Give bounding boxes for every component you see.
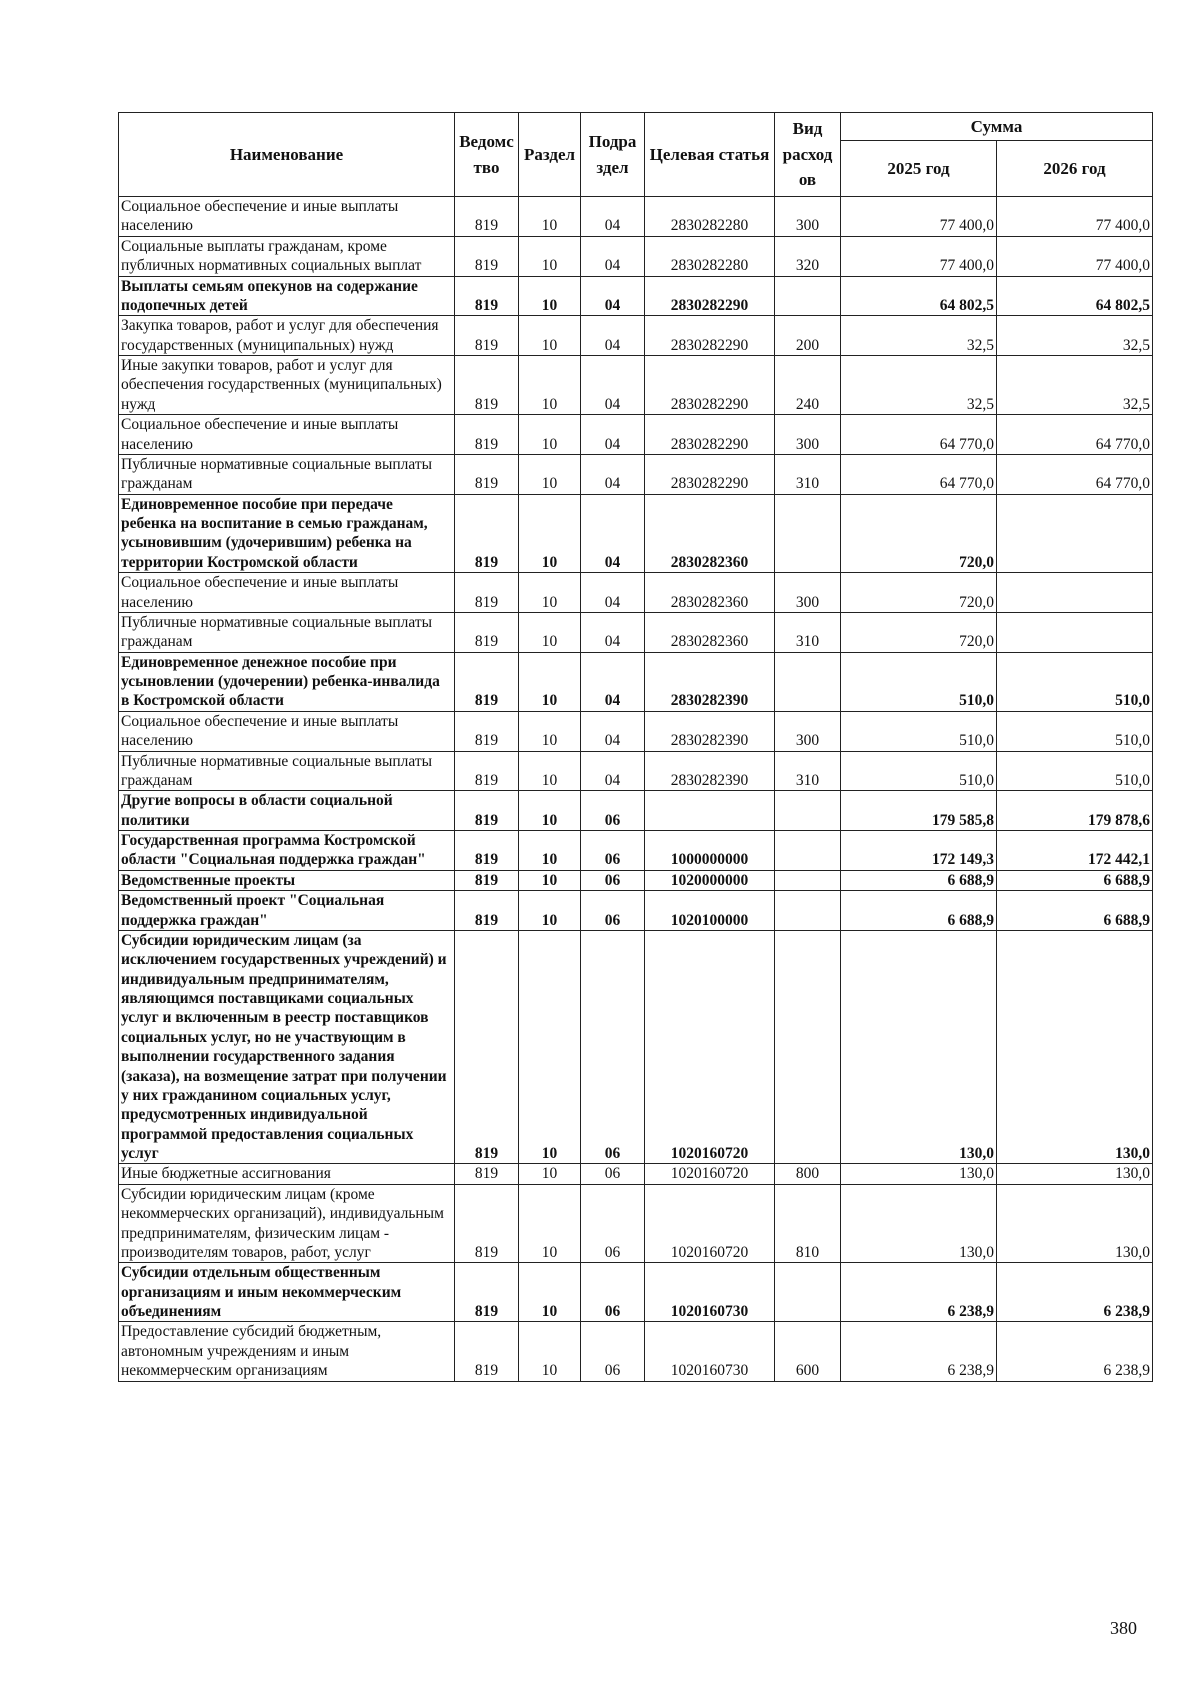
row-sum-2026: 6 238,9 [997,1263,1153,1322]
row-name: Ведомственный проект "Социальная поддержка граждан" [119,891,455,931]
row-subsection: 04 [581,356,645,415]
row-dept: 819 [455,652,519,711]
row-subsection: 04 [581,316,645,356]
row-subsection: 04 [581,494,645,573]
row-dept: 819 [455,1322,519,1381]
row-expense-type: 310 [775,454,841,494]
row-target: 2830282290 [645,415,775,455]
row-subsection: 04 [581,652,645,711]
row-subsection: 04 [581,415,645,455]
row-section: 10 [519,891,581,931]
row-sum-2026 [997,573,1153,613]
row-sum-2026: 130,0 [997,1164,1153,1184]
row-target: 1020160720 [645,930,775,1164]
row-name: Публичные нормативные социальные выплаты гражданам [119,454,455,494]
row-expense-type: 600 [775,1322,841,1381]
table-row [119,356,1153,415]
row-expense-type: 240 [775,356,841,415]
row-sum-2025: 510,0 [841,652,997,711]
row-dept: 819 [455,1263,519,1322]
row-sum-2025: 720,0 [841,573,997,613]
row-dept: 819 [455,356,519,415]
row-subsection: 04 [581,197,645,237]
row-section: 10 [519,652,581,711]
row-name: Публичные нормативные социальные выплаты гражданам [119,751,455,791]
table-row [119,711,1153,751]
row-expense-type: 800 [775,1164,841,1184]
budget-sheet [118,112,1152,1382]
row-target [645,791,775,831]
row-section: 10 [519,276,581,316]
row-sum-2026: 510,0 [997,751,1153,791]
row-sum-2025: 130,0 [841,1184,997,1263]
table-row [119,454,1153,494]
row-dept: 819 [455,415,519,455]
row-sum-2025: 720,0 [841,612,997,652]
header-sum: Сумма [841,113,1153,141]
table-row [119,791,1153,831]
row-expense-type: 310 [775,751,841,791]
row-dept: 819 [455,573,519,613]
table-row [119,891,1153,931]
row-sum-2026: 172 442,1 [997,831,1153,871]
row-sum-2025: 6 238,9 [841,1322,997,1381]
row-section: 10 [519,356,581,415]
row-dept: 819 [455,891,519,931]
row-dept: 819 [455,612,519,652]
row-name: Иные бюджетные ассигнования [119,1164,455,1184]
row-target: 1020160720 [645,1184,775,1263]
row-expense-type [775,891,841,931]
row-sum-2026: 510,0 [997,711,1153,751]
row-sum-2026 [997,494,1153,573]
row-name: Выплаты семьям опекунов на содержание подопечных детей [119,276,455,316]
row-dept: 819 [455,711,519,751]
row-subsection: 06 [581,791,645,831]
table-row [119,1184,1153,1263]
row-sum-2026: 510,0 [997,652,1153,711]
header-section: Раздел [519,113,581,197]
row-sum-2026: 6 688,9 [997,870,1153,890]
row-name: Государственная программа Костромской области "Социальная поддержка граждан" [119,831,455,871]
row-name: Предоставление субсидий бюджетным, автономным учреждениям и иным некоммерческим организациям [119,1322,455,1381]
row-sum-2026: 64 802,5 [997,276,1153,316]
row-sum-2025: 6 688,9 [841,870,997,890]
row-section: 10 [519,415,581,455]
row-sum-2025: 130,0 [841,1164,997,1184]
row-section: 10 [519,612,581,652]
row-subsection: 04 [581,711,645,751]
row-sum-2025: 172 149,3 [841,831,997,871]
row-name: Иные закупки товаров, работ и услуг для обеспечения государственных (муниципальных) нужд [119,356,455,415]
row-target: 2830282360 [645,494,775,573]
table-row [119,1164,1153,1184]
table-row [119,831,1153,871]
row-sum-2025: 6 688,9 [841,891,997,931]
table-row [119,276,1153,316]
table-row [119,316,1153,356]
row-section: 10 [519,930,581,1164]
row-name: Единовременное денежное пособие при усыновлении (удочерении) ребенка-инвалида в Костромской области [119,652,455,711]
row-dept: 819 [455,1164,519,1184]
row-subsection: 04 [581,454,645,494]
table-row [119,751,1153,791]
row-subsection: 06 [581,831,645,871]
row-sum-2025: 64 770,0 [841,415,997,455]
table-row [119,870,1153,890]
row-name: Ведомственные проекты [119,870,455,890]
table-row [119,1322,1153,1381]
row-sum-2025: 179 585,8 [841,791,997,831]
row-dept: 819 [455,276,519,316]
row-expense-type: 810 [775,1184,841,1263]
row-name: Социальные выплаты гражданам, кроме публичных нормативных социальных выплат [119,236,455,276]
row-expense-type [775,930,841,1164]
row-sum-2025: 6 238,9 [841,1263,997,1322]
row-expense-type [775,791,841,831]
row-dept: 819 [455,197,519,237]
row-sum-2025: 77 400,0 [841,236,997,276]
row-target: 2830282360 [645,612,775,652]
row-subsection: 06 [581,1322,645,1381]
row-expense-type: 300 [775,711,841,751]
row-subsection: 04 [581,612,645,652]
row-target: 2830282290 [645,356,775,415]
row-subsection: 04 [581,573,645,613]
row-section: 10 [519,316,581,356]
table-row [119,197,1153,237]
row-sum-2025: 130,0 [841,930,997,1164]
row-sum-2025: 32,5 [841,316,997,356]
row-sum-2026: 32,5 [997,316,1153,356]
row-section: 10 [519,831,581,871]
row-target: 2830282290 [645,454,775,494]
row-section: 10 [519,711,581,751]
row-expense-type: 300 [775,197,841,237]
header-expense-type: Вид расход ов [775,113,841,197]
row-subsection: 06 [581,870,645,890]
row-dept: 819 [455,751,519,791]
row-expense-type [775,652,841,711]
row-section: 10 [519,494,581,573]
row-name: Субсидии юридическим лицам (за исключением государственных учреждений) и индивидуальным предпринимателям, являющимся поставщиками социальных услуг и включенным в реестр поставщиков социальных услуг, но не участвующим в выполнении государственного задания (заказа), на возмещение затрат при получении у них гражданином социальных услуг, предусмотренных индивидуальной программой предоставления социальных услуг [119,930,455,1164]
table-row [119,236,1153,276]
row-expense-type: 320 [775,236,841,276]
row-section: 10 [519,870,581,890]
row-sum-2026: 179 878,6 [997,791,1153,831]
row-target: 2830282280 [645,197,775,237]
row-expense-type [775,494,841,573]
row-dept: 819 [455,870,519,890]
row-subsection: 06 [581,930,645,1164]
row-expense-type [775,831,841,871]
row-target: 1020000000 [645,870,775,890]
table-row [119,612,1153,652]
row-name: Другие вопросы в области социальной политики [119,791,455,831]
row-subsection: 06 [581,1164,645,1184]
budget-table [118,112,1153,1382]
row-name: Закупка товаров, работ и услуг для обеспечения государственных (муниципальных) нужд [119,316,455,356]
row-expense-type [775,1263,841,1322]
row-sum-2026: 130,0 [997,1184,1153,1263]
row-section: 10 [519,1263,581,1322]
row-sum-2026: 64 770,0 [997,454,1153,494]
row-target: 2830282290 [645,276,775,316]
row-name: Субсидии отдельным общественным организациям и иным некоммерческим объединениям [119,1263,455,1322]
row-target: 2830282290 [645,316,775,356]
row-expense-type: 200 [775,316,841,356]
table-body [119,197,1153,1382]
table-row [119,494,1153,573]
row-subsection: 04 [581,751,645,791]
row-section: 10 [519,1322,581,1381]
row-expense-type: 300 [775,573,841,613]
header-subsection: Подра здел [581,113,645,197]
row-section: 10 [519,1184,581,1263]
row-sum-2025: 510,0 [841,711,997,751]
row-sum-2025: 32,5 [841,356,997,415]
table-row [119,1263,1153,1322]
row-subsection: 06 [581,1184,645,1263]
row-dept: 819 [455,831,519,871]
row-sum-2026: 6 688,9 [997,891,1153,931]
row-dept: 819 [455,316,519,356]
row-subsection: 04 [581,236,645,276]
row-subsection: 06 [581,1263,645,1322]
row-name: Публичные нормативные социальные выплаты гражданам [119,612,455,652]
row-dept: 819 [455,1184,519,1263]
row-sum-2026: 6 238,9 [997,1322,1153,1381]
row-sum-2026: 77 400,0 [997,236,1153,276]
row-target: 2830282390 [645,751,775,791]
row-dept: 819 [455,791,519,831]
row-name: Социальное обеспечение и иные выплаты населению [119,197,455,237]
row-subsection: 06 [581,891,645,931]
header-name: Наименование [119,113,455,197]
row-expense-type [775,276,841,316]
row-sum-2025: 64 802,5 [841,276,997,316]
row-target: 2830282390 [645,711,775,751]
row-sum-2026: 130,0 [997,930,1153,1164]
row-target: 1020160730 [645,1322,775,1381]
header-year-2025: 2025 год [841,141,997,197]
header-dept: Ведомс тво [455,113,519,197]
table-row [119,930,1153,1164]
row-name: Социальное обеспечение и иные выплаты населению [119,711,455,751]
row-name: Социальное обеспечение и иные выплаты населению [119,573,455,613]
row-section: 10 [519,791,581,831]
row-target: 1000000000 [645,831,775,871]
row-expense-type: 300 [775,415,841,455]
row-subsection: 04 [581,276,645,316]
row-sum-2025: 77 400,0 [841,197,997,237]
row-name: Социальное обеспечение и иные выплаты населению [119,415,455,455]
row-dept: 819 [455,494,519,573]
row-section: 10 [519,1164,581,1184]
table-row [119,573,1153,613]
row-target: 1020100000 [645,891,775,931]
row-section: 10 [519,751,581,791]
table-row [119,652,1153,711]
row-section: 10 [519,573,581,613]
row-target: 2830282360 [645,573,775,613]
row-sum-2025: 64 770,0 [841,454,997,494]
row-sum-2026: 77 400,0 [997,197,1153,237]
row-section: 10 [519,454,581,494]
row-target: 2830282390 [645,652,775,711]
row-sum-2026: 64 770,0 [997,415,1153,455]
row-target: 1020160720 [645,1164,775,1184]
table-row [119,415,1153,455]
row-sum-2025: 510,0 [841,751,997,791]
row-dept: 819 [455,454,519,494]
row-expense-type [775,870,841,890]
row-section: 10 [519,197,581,237]
row-expense-type: 310 [775,612,841,652]
row-dept: 819 [455,930,519,1164]
page-number: 380 [1110,1618,1137,1638]
row-dept: 819 [455,236,519,276]
row-name: Единовременное пособие при передаче ребенка на воспитание в семью гражданам, усыновившим (удочерившим) ребенка на территории Костромской области [119,494,455,573]
row-target: 1020160730 [645,1263,775,1322]
header-target: Целевая статья [645,113,775,197]
row-sum-2026 [997,612,1153,652]
row-name: Субсидии юридическим лицам (кроме некоммерческих организаций), индивидуальным предпринимателям, физическим лицам - производителям товаров, работ, услуг [119,1184,455,1263]
row-sum-2025: 720,0 [841,494,997,573]
row-target: 2830282280 [645,236,775,276]
row-section: 10 [519,236,581,276]
header-year-2026: 2026 год [997,141,1153,197]
row-sum-2026: 32,5 [997,356,1153,415]
